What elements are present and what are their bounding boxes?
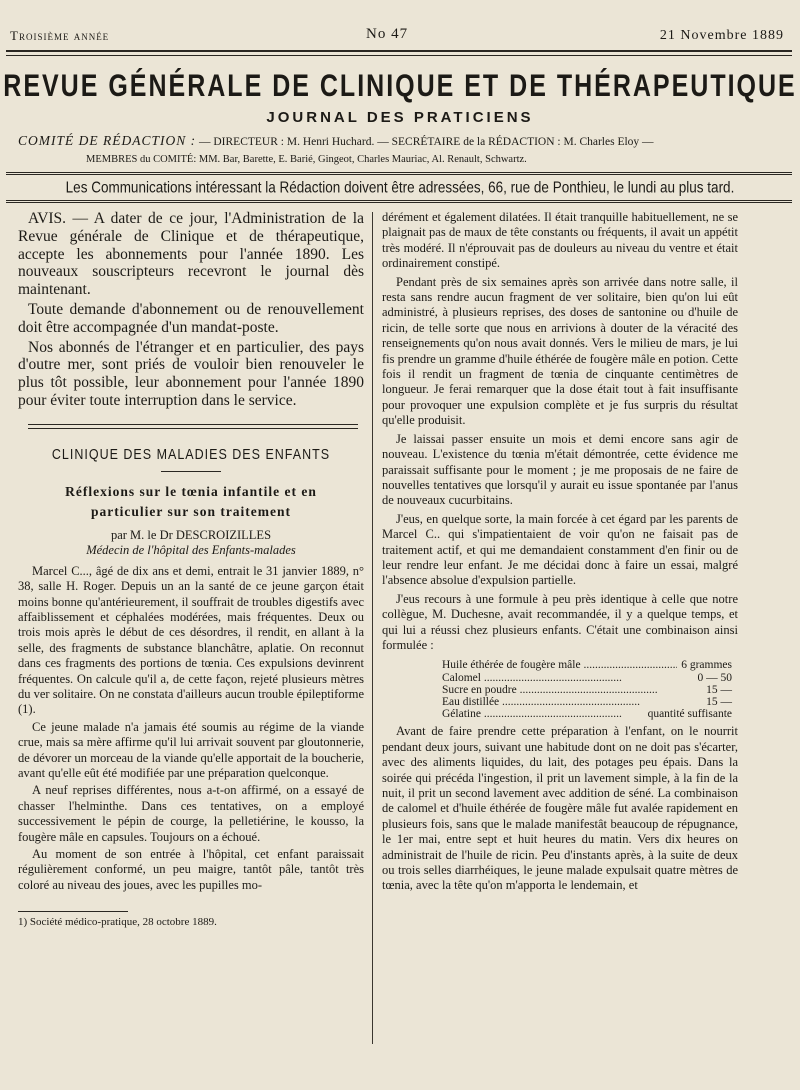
- article-paragraph: J'eus recours à une formule à peu près identique à celle que notre collègue, M. Duchesne, avait recommandée, il y a quelque temps, et qui lui a réussi chez plusieurs enfants. C'était une combinaison ainsi formulée :: [382, 591, 738, 652]
- avis-paragraph: Toute demande d'abonnement ou de renouvellement doit être accompagnée d'un mandat-poste.: [18, 300, 364, 336]
- article-paragraph: Marcel C..., âgé de dix ans et demi, entrait le 31 janvier 1889, n° 38, salle H. Roger. Depuis un an la santé de ce jeune garçon était moins bonne qu'antérieurement, il souffrait de troubles digestifs avec affaiblissement et céphalées modérées, mais fréquentes. Deux ou trois mois après le début de ces désordres, il rendit, en allant à la selle, des fragments de substance blanchâtre, aplatie. On reconnut dans ces fragments des portions de tœnia. Ces expulsions devinrent fréquentes. On calcule qu'il a, de cette façon, rejeté plusieurs mètres du ver solitaire. On ne constata d'ailleurs aucun trouble épileptiforme (1).: [18, 563, 364, 717]
- prescription-formula: [442, 659, 732, 720]
- article-title: [18, 482, 364, 522]
- article-paragraph: J'eus, en quelque sorte, la main forcée à cet égard par les parents de Marcel C.. qui s'impatientaient de voir qu'on ne faisait pas de traitement actif, et qui me demandaient constamment d'en finir ou de leur rendre leur enfant. Je me décidai donc à faire un essai, malgré l'absence absolue d'expulsion partielle.: [382, 511, 738, 588]
- article-byline: [18, 528, 364, 558]
- article-paragraph: Avant de faire prendre cette préparation à l'enfant, on le nourrit pendant deux jours, suivant une habitude dont on ne doit pas s'écarter, avec des aliments liquides, du lait, des potages peu épais. Dans la soirée qui précéda l'ingestion, il prit un lavement simple, à la fin de la nuit, il prit un second lavement avec addition de séné. La combinaison de calomel et d'huile éthérée de fougère mâle fut avalée rapidement en plusieurs fois, sans que le malade manifestât beaucoup de répugnance, le 1er mai, entre sept et huit heures du matin. Vers dix heures on administrait de l'huile de ricin. Peu d'instants après, à la suite de deux ou trois selles diarrhéiques, le jeune malade expulsait quatre mètres de tœnia, avec la tête qu'on m'apporta le lendemain, et: [382, 724, 738, 893]
- article-title-line: Réflexions sur le tœnia infantile et en: [65, 483, 317, 499]
- journal-title: REVUE GÉNÉRALE DE CLINIQUE ET DE THÉRAPEUTIQUE: [3, 68, 797, 104]
- article-paragraph: A neuf reprises différentes, nous a-t-on affirmé, on a essayé de chasser l'helminthe. Dans ces tentatives, on a employé successivement le pépin de courge, la pelletiérine, le kousso, la fougère mâle en capsules. Toujours on a échoué.: [18, 783, 364, 844]
- section-rule: [28, 428, 358, 429]
- committee-label: COMITÉ DE RÉDACTION :: [18, 133, 197, 148]
- section-rule: [28, 424, 358, 425]
- journal-subtitle: JOURNAL DES PRATICIENS: [266, 109, 534, 126]
- author-role: Médecin de l'hôpital des Enfants-malades: [86, 542, 296, 557]
- committee-directors: — DIRECTEUR : M. Henri Huchard. — SECRÉTAIRE de la RÉDACTION : M. Charles Eloy —: [199, 136, 654, 148]
- article-paragraph: Ce jeune malade n'a jamais été soumis au régime de la viande crue, mais sa mère affirme qu'il lui arrivait souvent par gloutonnerie, de dévorer un morceau de la viande qu'elle apportait de la boucherie, avant qu'elle eût été modifiée par une préparation quelconque.: [18, 719, 364, 781]
- formula-amount: 0 — 50: [697, 671, 732, 684]
- column-divider: [372, 212, 373, 1044]
- issue-date: 21 Novembre 1889: [659, 28, 784, 43]
- formula-amount: 15 —: [706, 695, 732, 708]
- submission-notice: Les Communications intéressant la Rédaction doivent être adressées, 66, rue de Ponthieu, le lundi au plus tard.: [65, 178, 735, 197]
- short-rule: [161, 471, 221, 472]
- avis-paragraph: AVIS. — A dater de ce jour, l'Administration de la Revue générale de Clinique et de thérapeutique, accepte les abonnements pour l'année 1890. Les nouveaux souscripteurs recevront le journal dès maintenant.: [18, 210, 364, 299]
- formula-ingredient: Gélatine .....: [442, 708, 644, 720]
- committee-members: MEMBRES du COMITÉ: MM. Bar, Barette, E. Barié, Gingeot, Charles Mauriac, Al. Renault, Schwartz.: [86, 154, 527, 165]
- header-rule: [6, 50, 792, 52]
- subscription-notice: [18, 210, 364, 410]
- formula-row: [442, 672, 732, 684]
- editorial-committee: [18, 132, 788, 169]
- article-body-right: [382, 210, 738, 653]
- issue-number: No 47: [366, 26, 409, 42]
- formula-row: [442, 659, 732, 671]
- article-body-right-continued: [382, 724, 738, 893]
- header-line: [8, 28, 788, 48]
- formula-row: [442, 708, 732, 720]
- notice-rule-bottom: [6, 200, 792, 203]
- formula-ingredient: Calomel .....: [442, 672, 694, 684]
- article-paragraph: Au moment de son entrée à l'hôpital, cet enfant paraissait régulièrement conformé, un peu maigre, tantôt pâle, tantôt très coloré au niveau des joues, avec les pupilles mo-: [18, 847, 364, 892]
- footnote: 1) Société médico-pratique, 28 octobre 1889.: [18, 916, 217, 929]
- article-paragraph: Je laissai passer ensuite un mois et demi encore sans agir de nouveau. L'existence du tœnia m'était démontrée, cette évidence me paraissait suffisante pour le moment ; je me proposais de ne faire de nouvelles tentatives que lorsqu'il y aurait eu issue spontanée par l'anus de nouveaux cucurbitains.: [382, 431, 738, 508]
- formula-ingredient: Eau distillée .....: [442, 696, 702, 708]
- formula-row: [442, 696, 732, 708]
- article-paragraph: Pendant près de six semaines après son arrivée dans notre salle, il resta sans rendre aucun fragment de ver solitaire, bien qu'on lui eût administré, à plusieurs reprises, des doses de santonine ou d'huile de ricin, de telle sorte que nous en arrivions à douter de la véracité des renseignements qu'on nous avait donnés. Vers le milieu de mars, je lui fis prendre un gramme d'huile éthérée de fougère mâle en potion. Cette fois il rendit un fragment de tœnia de cinquante centimètres de longueur. Je ferai remarquer que la dose était tout à fait insuffisante pour provoquer une expulsion complète et je fus surpris du résultat qu'elle produisit.: [382, 274, 738, 428]
- volume-year: Troisième année: [10, 28, 110, 43]
- formula-amount: quantité suffisante: [647, 708, 732, 721]
- right-column: [382, 210, 738, 894]
- notice-rule-top: [6, 172, 792, 175]
- section-heading: CLINIQUE DES MALADIES DES ENFANTS: [51, 445, 331, 463]
- formula-amount: 15 —: [706, 683, 732, 696]
- left-column: [18, 210, 364, 928]
- formula-ingredient: Sucre en poudre .....: [442, 684, 702, 696]
- masthead: [0, 68, 800, 126]
- avis-paragraph: Nos abonnés de l'étranger et en particulier, des pays d'outre mer, sont priés de vouloir bien renouveler le plus tôt possible, leur abonnement pour l'année 1890 pour éviter toute interruption dans le service.: [18, 338, 364, 409]
- formula-amount: 6 grammes: [681, 659, 732, 672]
- article-author: par M. le Dr DESCROIZILLES: [110, 527, 272, 542]
- formula-row: [442, 684, 732, 696]
- footnote-rule: [18, 911, 128, 912]
- article-title-line: particulier sur son traitement: [90, 503, 292, 519]
- formula-ingredient: Huile éthérée de fougère mâle .....: [442, 659, 677, 671]
- article-body-left: [18, 564, 364, 894]
- header-rule-thin: [6, 55, 792, 56]
- article-paragraph: dérément et également dilatées. Il était tranquille habituellement, ne se plaignait pas de maux de tête constants ou fréquents, il avait un appétit très modéré. Il n'éprouvait pas de douleurs au niveau du ventre et était ordinairement constipé.: [382, 210, 738, 271]
